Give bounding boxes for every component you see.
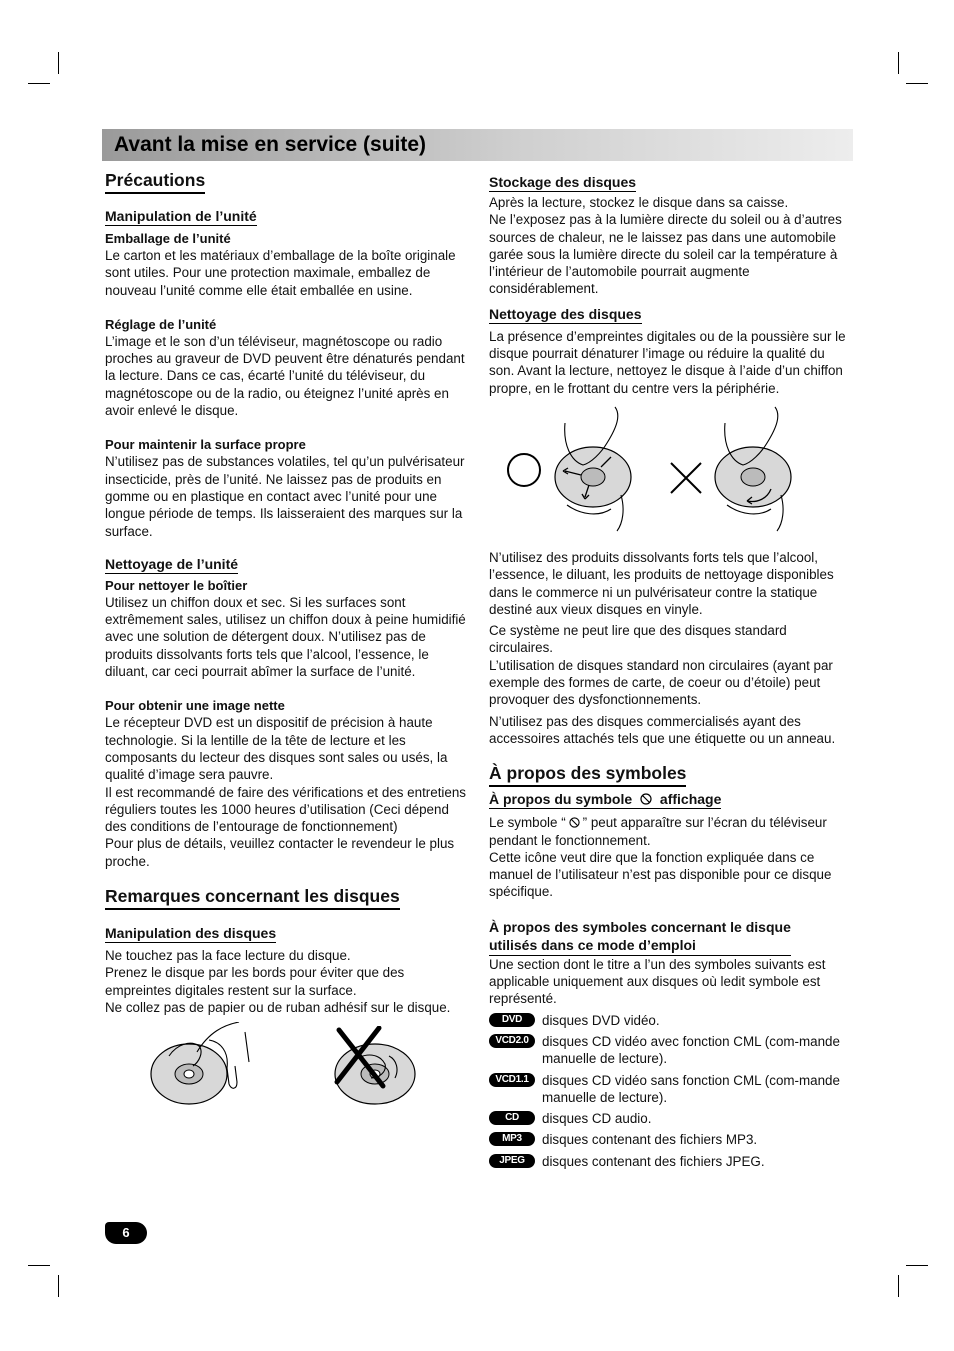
- disc-type-text: disques contenant des fichiers MP3.: [542, 1132, 758, 1148]
- disc-symbols-heading-line: À propos des symboles concernant le disque: [489, 918, 791, 935]
- incorrect-cross-icon: [669, 461, 703, 495]
- disc-handling-text: Ne touchez pas la face lecture du disque.: [105, 948, 351, 964]
- accessories-text: N’utilisez pas des disques commercialisés ayant des accessoires attachés tels que une étiquette ou un anneau.: [489, 713, 836, 746]
- crop-mark: [58, 1275, 59, 1297]
- correct-circle-icon: [505, 451, 543, 489]
- disc-handling-text: Ne collez pas de papier ou de ruban adhésif sur le disque.: [105, 999, 451, 1015]
- crop-mark: [898, 1275, 899, 1297]
- list-item: [489, 1012, 851, 1029]
- symbol-display-heading-part: affichage: [659, 791, 722, 808]
- disc-notes-heading: Remarques concernant les disques: [105, 886, 400, 910]
- disc-symbols-text: Une section dont le titre a l’un des symboles suivants est applicable uniquement aux disques où ledit symbole est représenté.: [489, 956, 826, 1007]
- symbol-text-part: ” peut apparaître sur l’écran du téléviseur pendant le fonctionnement.: [489, 815, 827, 848]
- list-item: [489, 1033, 851, 1068]
- crop-mark: [898, 52, 899, 74]
- disc-badge-cd: CD: [489, 1111, 535, 1125]
- clear-image-text: Il est recommandé de faire des vérifications et des entretiens réguliers toutes les 1000 heures d’utilisation (Ceci dépend des conditions de l’entourage de fonctionnement): [105, 784, 466, 835]
- disc-handling-heading: Manipulation des disques: [105, 925, 277, 942]
- disc-type-text: disques CD vidéo avec fonction CML (com-mande manuelle de lecture).: [542, 1033, 840, 1067]
- crop-mark: [28, 83, 50, 84]
- disc-badge-vcd20: VCD2.0: [489, 1034, 535, 1048]
- disc-held-correctly-illustration: [149, 1022, 259, 1108]
- clear-image-text: Le récepteur DVD est un dispositif de précision à haute technologie. Si la lentille de la tête de lecture et les composants du lecteur des disques sont sales ou usés, la qualité d’image sera pauvre.: [105, 715, 448, 783]
- surface-text: N’utilisez pas de substances volatiles, tel qu’un pulvérisateur insecticide, près de l’unité. Ne laissez pas de produits en gomme ou en plastique en contact avec l’unité pour une longue période de temps. Ils laisseraient des marques sur la surface.: [105, 454, 465, 539]
- disc-cleaning-illustrations: [489, 401, 851, 537]
- setting-text: L’image et le son d’un téléviseur, magnétoscope ou radio proches au graveur de DVD peuvent être dénaturés pendant la lecture. Dans ce cas, écarté l’unité du téléviseur, du magnétoscope ou de la radio, ou éteignez l’unité après en avoir enlevé le disque.: [105, 333, 465, 419]
- disc-cleaning-text: La présence d’empreintes digitales ou de la poussière sur le disque pourrait dénaturer l’image ou réduire la qualité du son. Avant la lecture, nettoyez le disque à l’aide d’un chiffon propre, en le frottant du centre vers la périphérie.: [489, 328, 846, 396]
- disc-handling-text: Prenez le disque par les bords pour éviter que des empreintes digitales restent sur la surface.: [105, 965, 405, 998]
- crop-mark: [906, 83, 928, 84]
- disc-badge-dvd: DVD: [489, 1013, 535, 1027]
- disc-badge-vcd11: VCD1.1: [489, 1073, 535, 1087]
- list-item: [489, 1072, 851, 1107]
- disc-handling-illustrations: [105, 1022, 467, 1112]
- disc-type-text: disques DVD vidéo.: [542, 1012, 660, 1028]
- unit-handling-heading: Manipulation de l’unité: [105, 208, 257, 224]
- disc-wiped-center-to-edge-illustration: [551, 405, 635, 533]
- disc-badge-jpeg: JPEG: [489, 1154, 535, 1168]
- symbol-text: [489, 814, 851, 849]
- disc-symbols-heading: [489, 918, 791, 956]
- disc-type-list: [489, 1012, 851, 1170]
- list-item: [489, 1153, 851, 1170]
- storage-text: Après la lecture, stockez le disque dans sa caisse.: [489, 195, 789, 210]
- packing-heading: Emballage de l’unité: [105, 231, 231, 246]
- clear-image-heading: Pour obtenir une image nette: [105, 698, 285, 714]
- disc-type-text: disques contenant des fichiers JPEG.: [542, 1153, 765, 1169]
- cabinet-heading: Pour nettoyer le boîtier: [105, 577, 248, 593]
- crop-mark: [58, 52, 59, 74]
- symbol-display-heading: [489, 791, 721, 809]
- clear-image-text: Pour plus de détails, veuillez contacter le revendeur le plus proche.: [105, 836, 455, 869]
- crop-mark: [906, 1265, 928, 1266]
- precautions-heading: Précautions: [105, 170, 205, 194]
- packing-text: Le carton et les matériaux d’emballage de la boîte originale sont utiles. Pour une protection maximale, emballez de nouveau l’unité comme elle était emballée en usine.: [105, 248, 456, 298]
- unit-cleaning-heading: Nettoyage de l’unité: [105, 555, 239, 572]
- right-column: [489, 174, 851, 1170]
- symbols-heading: À propos des symboles: [489, 763, 686, 787]
- page-title: Avant la mise en service (suite): [114, 133, 427, 156]
- list-item: [489, 1131, 851, 1148]
- solvents-text: N’utilisez des produits dissolvants forts tels que l’alcool, l’essence, le diluant, les produits de nettoyage disponibles dans le commerce ni un pulvérisateur contre la statique destiné aux vieux disques en vinyle.: [489, 549, 834, 617]
- list-item: [489, 1110, 851, 1127]
- prohibited-icon: [640, 793, 652, 805]
- surface-heading: Pour maintenir la surface propre: [105, 437, 306, 453]
- cabinet-text: Utilisez un chiffon doux et sec. Si les surfaces sont extrêmement sales, utilisez un chiffon doux à peine humidifié avec une solution de détergent doux. N’utilisez pas de produits dissolvants forts tels que l’alcool, l’essence, le diluant, car ceci pourrait abîmer la surface de l’unité.: [105, 594, 466, 680]
- symbol-text: Cette icône veut dire que la fonction expliquée dans ce manuel de l’utilisateur n’est pas disponible pour ce disque spécifique.: [489, 849, 832, 900]
- standard-disc-text: Ce système ne peut lire que des disques standard circulaires.: [489, 623, 787, 656]
- title-banner: [102, 129, 853, 161]
- disc-type-text: disques CD audio.: [542, 1111, 652, 1127]
- disc-cleaning-heading: Nettoyage des disques: [489, 305, 642, 322]
- crop-mark: [28, 1265, 50, 1266]
- disc-type-text: disques CD vidéo sans fonction CML (com-mande manuelle de lecture).: [542, 1072, 840, 1105]
- prohibited-icon: [569, 817, 580, 828]
- disc-wiped-circular-illustration: [711, 405, 795, 533]
- page-number: 6: [105, 1222, 147, 1244]
- disc-badge-mp3: MP3: [489, 1132, 535, 1146]
- disc-held-incorrectly-illustration: [331, 1026, 421, 1108]
- symbol-text-part: Le symbole “: [489, 815, 566, 831]
- standard-disc-text: L’utilisation de disques standard non circulaires (ayant par exemple des formes de carte, de coeur ou d’étoile) peut provoquer des dysfonctionnements.: [489, 657, 833, 708]
- symbol-display-heading-part: À propos du symbole: [489, 791, 633, 808]
- disc-symbols-heading-line: utilisés dans ce mode d’emploi: [489, 936, 696, 953]
- storage-text: Ne l’exposez pas à la lumière directe du soleil ou à d’autres sources de chaleur, ne le laissez pas dans une automobile garée sous la lumière directe du soleil car la température à l’intérieur de l’automobile pourrait augmente considérablement.: [489, 212, 842, 297]
- storage-heading: Stockage des disques: [489, 174, 637, 190]
- left-column: [105, 170, 467, 1112]
- setting-heading: Réglage de l’unité: [105, 316, 217, 332]
